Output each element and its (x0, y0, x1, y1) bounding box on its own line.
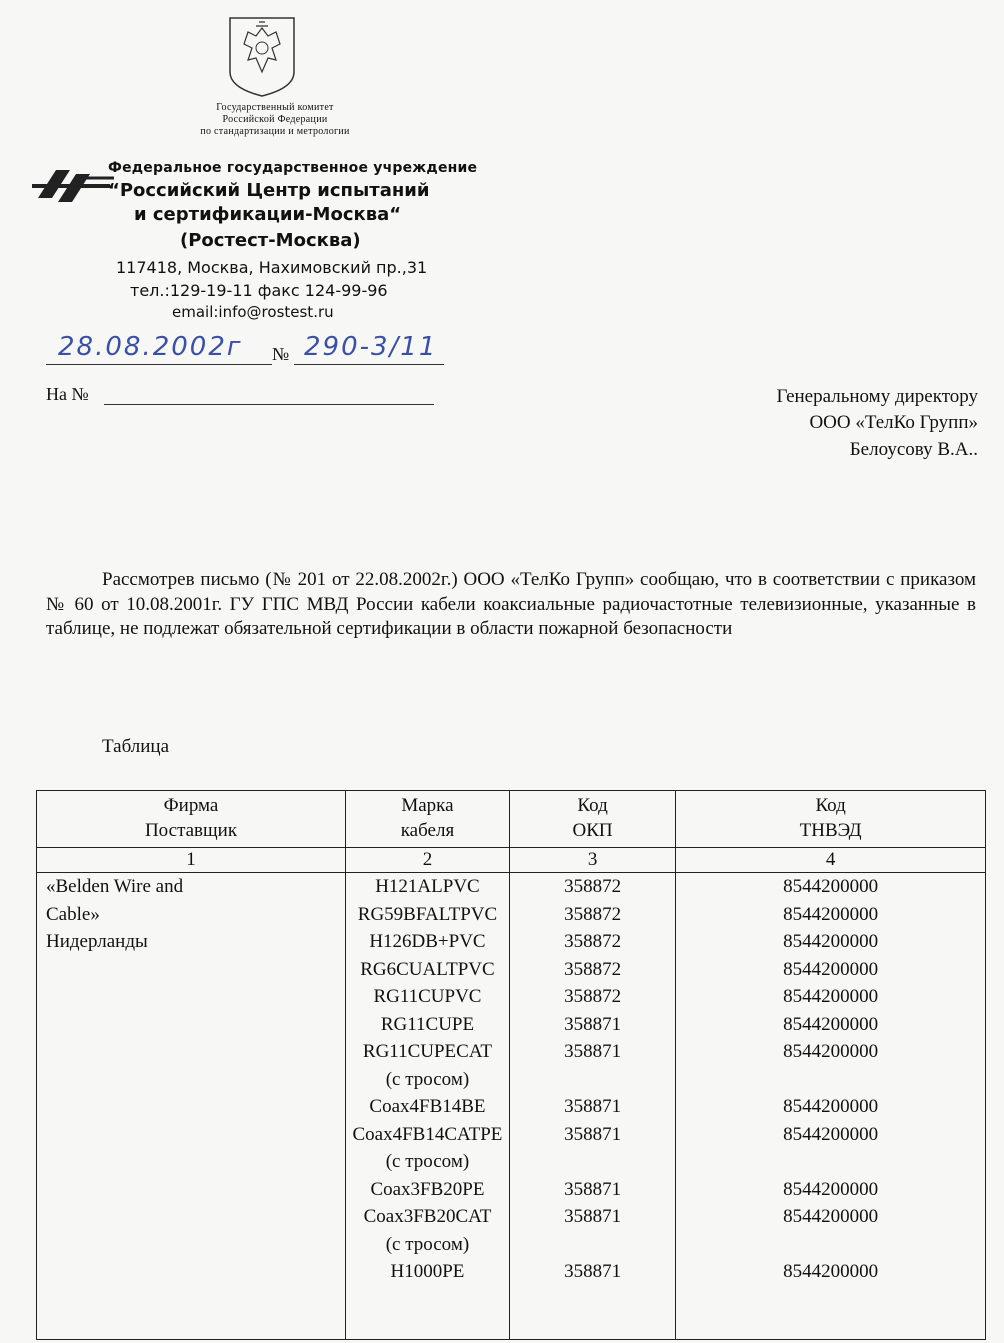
tnved-code: 8544200000 (783, 986, 879, 1007)
cable-brand: RG11CUPECAT (362, 1041, 493, 1062)
date-underline (46, 364, 272, 365)
header-text: Код (577, 795, 608, 816)
header-text: Поставщик (144, 820, 238, 841)
okp-code: 358871 (564, 1178, 622, 1200)
cable-brand: RG11CUPVC (373, 986, 482, 1007)
tnved-code: 8544200000 (783, 1041, 879, 1062)
tnved-code: 8544200000 (783, 1261, 879, 1282)
header-supplier (37, 791, 346, 848)
okp-code: 358871 (564, 1206, 622, 1227)
recipient-title: Генеральному директору (776, 386, 978, 407)
institution-short-name: (Ростест-Москва) (180, 230, 361, 251)
recipient-name: Белоусову В.А.. (849, 439, 978, 460)
handwritten-number: 290-3/11 (304, 332, 438, 362)
committee-line-3: по стандартизации и метрологии (200, 126, 350, 137)
cable-brand: Coax3FB20CAT (363, 1206, 492, 1227)
header-text: Код (815, 795, 846, 816)
institution-name-line1: “Российский Центр испытаний (108, 180, 430, 201)
institution-address: 117418, Москва, Нахимовский пр.,31 (116, 258, 428, 277)
coat-of-arms-emblem (226, 14, 298, 98)
column-number: 2 (346, 848, 510, 873)
cable-brand: RG59BFALTPVC (357, 903, 498, 925)
header-text: Марка (401, 795, 454, 816)
number-underline (294, 364, 444, 365)
okp-cell (509, 873, 675, 1340)
letter-body: Рассмотрев письмо (№ 201 от 22.08.2002г.) ООО «ТелКо Групп» сообщаю, что в соответствии с приказом № 60 от 10.08.2001г. ГУ ГПС МВД России кабели коаксиальные радиочастотные телевизионные, указанные в таблице, не подлежат обязательной сертификации в области пожарной безопасности (46, 569, 976, 639)
cable-brand: Coax3FB20PE (370, 1178, 485, 1200)
column-number-row (37, 848, 986, 873)
rostest-logo-icon (30, 158, 116, 210)
table-caption: Таблица (102, 736, 170, 757)
okp-code: 358872 (564, 931, 622, 952)
cable-brand: Coax4FB14CATPE (352, 1123, 503, 1145)
tnved-cell (676, 873, 986, 1340)
table-row (37, 873, 986, 1340)
cable-brand: (с тросом) (385, 1233, 470, 1255)
okp-code: 358872 (564, 986, 622, 1007)
cable-brand: RG11CUPE (380, 1013, 475, 1035)
okp-code: 358872 (564, 958, 622, 980)
cable-brand: (с тросом) (385, 1068, 470, 1090)
cable-brand: H1000PE (390, 1261, 465, 1282)
recipient-company: ООО «ТелКо Групп» (809, 412, 978, 433)
number-sign: № (272, 344, 290, 364)
committee-line-2: Российской Федерации (222, 114, 328, 125)
tnved-code: 8544200000 (783, 903, 879, 925)
committee-line-1: Государственный комитет (216, 102, 334, 113)
cable-brand: RG6CUALTPVC (360, 958, 495, 980)
column-number: 3 (509, 848, 675, 873)
institution-phone: тел.:129-19-11 факс 124-99-96 (130, 281, 388, 300)
okp-code: 358871 (564, 1261, 622, 1282)
institution-name-line2: и сертификации-Москва“ (134, 204, 402, 225)
column-number: 1 (37, 848, 346, 873)
tnved-code (676, 1231, 985, 1259)
reference-underline (104, 404, 434, 405)
okp-code (510, 1231, 675, 1259)
header-text: кабеля (400, 820, 455, 841)
okp-code: 358871 (564, 1123, 622, 1145)
cable-brand: H126DB+PVC (369, 931, 486, 952)
supplier-line: Нидерланды (46, 931, 148, 952)
reference-label: На № (46, 384, 89, 404)
okp-code: 358871 (564, 1013, 622, 1035)
header-text: ОКП (572, 820, 613, 841)
okp-code: 358872 (564, 876, 622, 897)
supplier-line: «Belden Wire and (46, 876, 184, 897)
tnved-code: 8544200000 (783, 1206, 879, 1227)
tnved-code: 8544200000 (783, 1096, 879, 1117)
tnved-code: 8544200000 (783, 1178, 879, 1200)
okp-code (510, 1148, 675, 1176)
tnved-code (676, 1148, 985, 1176)
cable-brand: H121ALPVC (375, 876, 480, 897)
handwritten-date: 28.08.2002г (58, 332, 243, 362)
header-text: ТНВЭД (799, 820, 862, 841)
tnved-code: 8544200000 (783, 958, 879, 980)
okp-code: 358872 (564, 903, 622, 925)
okp-code: 358871 (564, 1096, 622, 1117)
tnved-code: 8544200000 (783, 1013, 879, 1035)
table-header-row (37, 791, 986, 848)
tnved-code: 8544200000 (783, 876, 879, 897)
header-okp (509, 791, 675, 848)
okp-code: 358871 (564, 1041, 622, 1062)
tnved-code: 8544200000 (783, 931, 879, 952)
cable-brand: (с тросом) (385, 1151, 470, 1172)
column-number: 4 (676, 848, 986, 873)
tnved-code (676, 1066, 985, 1094)
header-text: Фирма (163, 795, 219, 816)
supplier-line: Cable» (46, 903, 100, 925)
supplier-cell (37, 873, 346, 1340)
institution-email: email:info@rostest.ru (172, 303, 334, 321)
cable-table (36, 790, 986, 1340)
cable-brand: Coax4FB14BE (369, 1096, 486, 1117)
header-tnved (676, 791, 986, 848)
brand-cell (346, 873, 510, 1340)
okp-code (510, 1066, 675, 1094)
tnved-code: 8544200000 (783, 1123, 879, 1145)
header-brand (346, 791, 510, 848)
institution-type: Федеральное государственное учреждение (108, 160, 478, 176)
